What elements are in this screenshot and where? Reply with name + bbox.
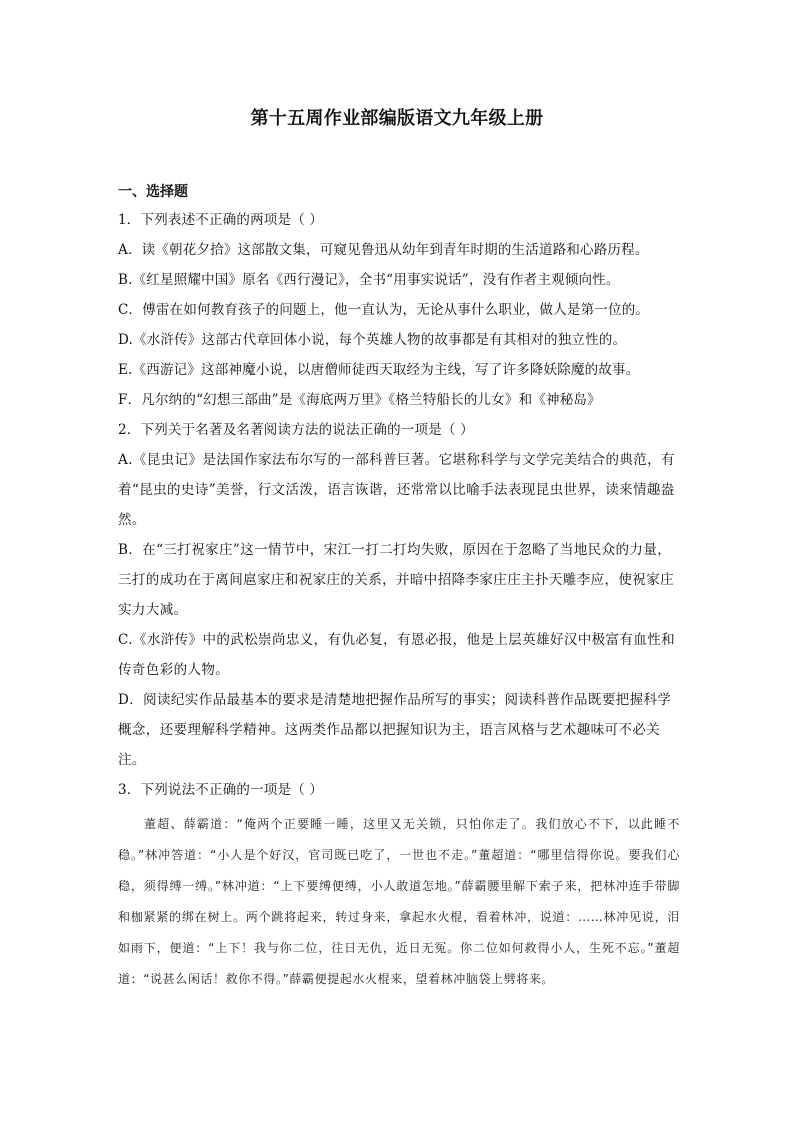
question-1-option-a: A．读《朝花夕拾》这部散文集，可窥见鲁迅从幼年到青年时期的生活道路和心路历程。 [118,242,649,258]
question-2-option-a: A.《昆虫记》是法国作家法布尔写的一部科普巨著。它堪称科学与文学完美结合的典范，有着“昆虫的史诗”美誉，行文活泼，语言诙谐，还常常以比喻手法表现昆虫世界，读来情趣盎然。 [118,452,675,528]
document-title: 第十五周作业部编版语文九年级上册 [250,108,544,129]
question-1-option-d: D.《水浒传》这部古代章回体小说，每个英雄人物的故事都是有其相对的独立性的。 [118,332,627,348]
document-body [118,181,680,995]
question-2-option-b: B．在“三打祝家庄”这一情节中，宋江一打二打均失败，原因在于忽略了当地民众的力量，三打的成功在于离间扈家庄和祝家庄的关系，并暗中招降李家庄庄主扑天雕李应，使祝家庄实力大减。 [118,542,674,618]
question-3-passage: 董超、薛霸道：“俺两个正要睡一睡，这里又无关锁，只怕你走了。我们放心不下，以此睡不稳。”林冲答道：“小人是个好汉，官司既已吃了，一世也不走。”董超道：“哪里信得你说。要我们心稳，须得缚一缚。”林冲道：“上下要缚便缚，小人敢道怎地。”薛霸腰里解下索子来，把林冲连手带脚和枷紧紧的绑在树上。两个跳将起来，转过身来，拿起水火棍，看着林冲，说道：……林冲见说，泪如雨下，便道：“上下！我与你二位，往日无仇，近日无冤。你二位如何救得小人，生死不忘。”董超道：“说甚么闲话！救你不得。”薛霸便提起水火棍来，望着林冲脑袋上劈将来。 [118,817,680,986]
question-1-option-e: E.《西游记》这部神魔小说，以唐僧师徒西天取经为主线，写了许多降妖除魔的故事。 [118,362,640,378]
question-3-stem: 3．下列说法不正确的一项是（ ） [118,782,324,798]
question-1-stem: 1．下列表述不正确的两项是（ ） [118,212,324,228]
question-2-stem: 2．下列关于名著及名著阅读方法的说法正确的一项是（ ） [118,422,474,438]
question-1-option-c: C．傅雷在如何教育孩子的问题上，他一直认为，无论从事什么职业，做人是第一位的。 [118,302,650,318]
question-1-option-f: F．凡尔纳的“幻想三部曲”是《海底两万里》《格兰特船长的儿女》和《神秘岛》 [118,392,601,408]
section-heading: 一、选择题 [118,184,188,200]
question-1-option-b: B.《红星照耀中国》原名《西行漫记》，全书“用事实说话”，没有作者主观倾向性。 [118,272,620,288]
question-2-option-c: C.《水浒传》中的武松崇尚忠义，有仇必复，有恩必报，他是上层英雄好汉中极富有血性和传奇色彩的人物。 [118,632,676,678]
question-2-option-d: D．阅读纪实作品最基本的要求是清楚地把握作品所写的事实；阅读科普作品既要把握科学概念，还要理解科学精神。这两类作品都以把握知识为主，语言风格与艺术趣味可不必关注。 [118,692,672,768]
